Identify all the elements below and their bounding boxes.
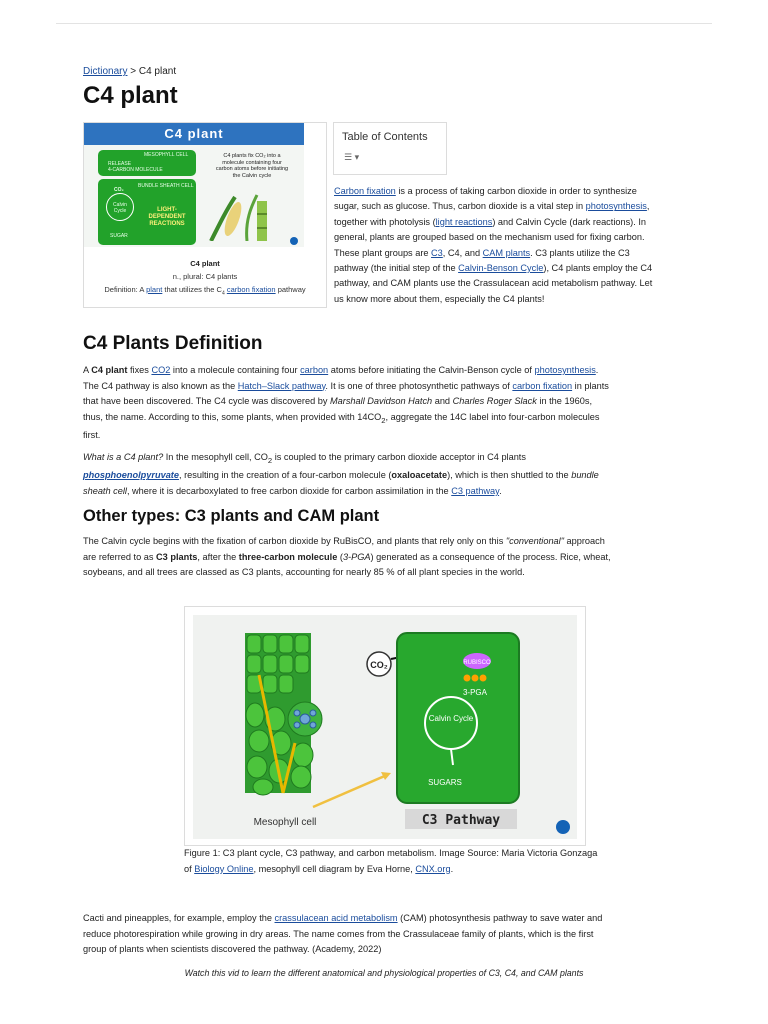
banner-note: C4 plants fix CO₂ into a molecule containing four carbon atoms before initiating the Calvin cycle (215, 153, 289, 179)
light-reactions-label: LIGHT-DEPENDENT REACTIONS (148, 207, 186, 227)
crassulacean-link[interactable]: crassulacean acid metabolism (274, 913, 398, 923)
mesophyll-arrow-3 (313, 775, 387, 807)
definition-paragraph: A C4 plant fixes CO2 into a molecule containing four carbon atoms before initiating the Calvin-Benson cycle of photosynthesis. The C4 pathway is also known as the Hatch–Slack pathway. It is one of three photosynthetic pathways of carbon fixation in plants that have been discovered. The C4 cycle was discovered by Marshall Davidson Hatch and Charles Roger Slack in the 1960s, thus, the name. According to this, some plants, when provided with $14CO_2$, aggregate the 14C label into four-carbon molecules first. (83, 365, 609, 440)
four-carbon-label: 4-CARBON MOLECULE (108, 167, 163, 173)
photosynthesis-link[interactable]: photosynthesis (585, 201, 647, 212)
c3-pathway-diagram (193, 615, 577, 839)
section-heading-definition: C4 Plants Definition (83, 333, 263, 354)
c3-pathway-label: C3 Pathway (421, 813, 501, 828)
bundle-sheath-label: BUNDLE SHEATH CELL (138, 183, 194, 189)
biology-online-logo-icon (290, 237, 298, 245)
carbon-link[interactable]: carbon (300, 365, 329, 375)
cnx-link[interactable]: CNX.org (415, 863, 451, 874)
biology-online-logo-icon (556, 820, 570, 834)
page-title: C4 plant (83, 82, 178, 109)
cam-paragraph: Cacti and pineapples, for example, employ the crassulacean acid metabolism (CAM) photosynthesis pathway to save water and reduce photorespiration while growing in dry areas. The name comes from the Crassulaceae family of plants, which is the first group of plants when scientists discovered the pathway. (Academy, 2022) (83, 913, 603, 954)
table-of-contents[interactable] (333, 122, 447, 175)
calvin-cycle-label: Calvin Cycle (113, 202, 127, 214)
intro-paragraph: Carbon fixation is a process of taking carbon dioxide in order to synthesize sugar, such as glucose. Thus, carbon dioxide is a vital step in photosynthesis, together with photolysis (light reactions) and Calvin Cycle (dark reactions). In general, plants are grouped based on the mechanism used for fixing carbon. These plant groups are C3, C4, and CAM plants. C3 plants utilize the C3 pathway (the initial step of the Calvin-Benson Cycle), C4 plants employ the C4 pathway, and CAM plants use the Crassulacean acid metabolism pathway. Let us know more about them, especially the C4 plants! (334, 186, 653, 304)
corn-plant-icon (207, 191, 271, 241)
phosphoenolpyruvate-link[interactable]: phosphoenolpyruvate (83, 470, 179, 481)
card-plural: n., plural: C4 plants (172, 272, 238, 281)
carbon-fixation-link-2[interactable]: carbon fixation (512, 380, 573, 391)
card-definition: Definition: A plant that utilizes the $C_4$ carbon fixation pathway (104, 285, 306, 297)
c3-link[interactable]: C3 (431, 247, 443, 258)
video-note: Watch this vid to learn the different anatomical and physiological properties of C3, C4, and CAM plants (184, 968, 584, 978)
sugars-label: SUGARS (428, 778, 462, 787)
rubisco-label: RUBISCO (463, 660, 491, 666)
mesophyll-tissue-shape (245, 633, 322, 795)
biology-online-link[interactable]: Biology Online (194, 863, 254, 874)
breadcrumb (83, 66, 176, 77)
calvin-benson-link[interactable]: Calvin-Benson Cycle (458, 263, 544, 274)
top-divider (56, 23, 712, 24)
carbon-fixation-link[interactable]: carbon fixation (226, 285, 276, 294)
hatch-slack-link[interactable]: Hatch–Slack pathway (237, 380, 326, 391)
definition-card (83, 122, 327, 308)
mesophyll-label: MESOPHYLL CELL (144, 152, 189, 158)
mesophyll-paragraph: What is a C4 plant? In the mesophyll cell, $CO_2$ is coupled to the primary carbon dioxide acceptor in C4 plants phosphoenolpyruvate, resulting in the creation of a four-carbon molecule (oxaloacetate), which is then shuttled to the bundle sheath cell, where it is decarboxylated to free carbon dioxide for carbon assimilation in the C3 pathway. (83, 452, 599, 496)
cam-plants-link[interactable]: CAM plants (482, 247, 531, 258)
toc-toggle-icon[interactable]: ☰ ▾ (344, 152, 360, 162)
section-heading-other-types: Other types: C3 plants and CAM plant (83, 507, 380, 525)
pga-label: 3-PGA (462, 688, 488, 697)
sugar-label: SUGAR (110, 233, 128, 239)
c4-plant-illustration (84, 123, 304, 247)
c3-pathway-illustration (193, 615, 577, 839)
breadcrumb-current: C4 plant (138, 66, 177, 77)
light-reactions-link[interactable]: light reactions (435, 216, 493, 227)
calvin-cycle-figure-label: Calvin Cycle (428, 714, 474, 723)
co2-figure-label: CO₂ (370, 660, 388, 670)
c3-pathway-link[interactable]: C3 pathway (451, 485, 500, 496)
co2-label: CO₂ (114, 187, 124, 193)
toc-title: Table of Contents (342, 131, 428, 143)
card-caption (84, 257, 326, 301)
plant-link[interactable]: plant (146, 285, 163, 294)
carbon-fixation-intro-link[interactable]: Carbon fixation (334, 186, 396, 196)
banner-title: C4 plant (84, 123, 304, 145)
c3-paragraph: The Calvin cycle begins with the fixation of carbon dioxide by RuBisCO, and plants that rely only on this "conventional" approach are referred to as C3 plants, after the three-carbon molecule (3-PGA) generated as a consequence of the process. Rice, wheat, soybeans, and all trees are classed as C3 plants, accounting for nearly 85 % of all plant species in the world. (83, 536, 611, 577)
figure-caption: Figure 1: C3 plant cycle, C3 pathway, and carbon metabolism. Image Source: Maria Victoria Gonzaga of Biology Online, mesophyll cell diagram by Eva Horne, CNX.org. (184, 848, 598, 874)
photosynthesis-link-2[interactable]: photosynthesis (534, 365, 596, 375)
breadcrumb-dictionary-link[interactable]: Dictionary (83, 66, 128, 77)
release-label: RELEASE (108, 161, 132, 167)
c3-pathway-figure (184, 606, 586, 846)
co2-link[interactable]: CO2 (151, 365, 171, 375)
mesophyll-cell-label: Mesophyll cell (253, 817, 317, 828)
card-term: C4 plant (190, 259, 220, 268)
breadcrumb-separator: > (127, 66, 139, 77)
